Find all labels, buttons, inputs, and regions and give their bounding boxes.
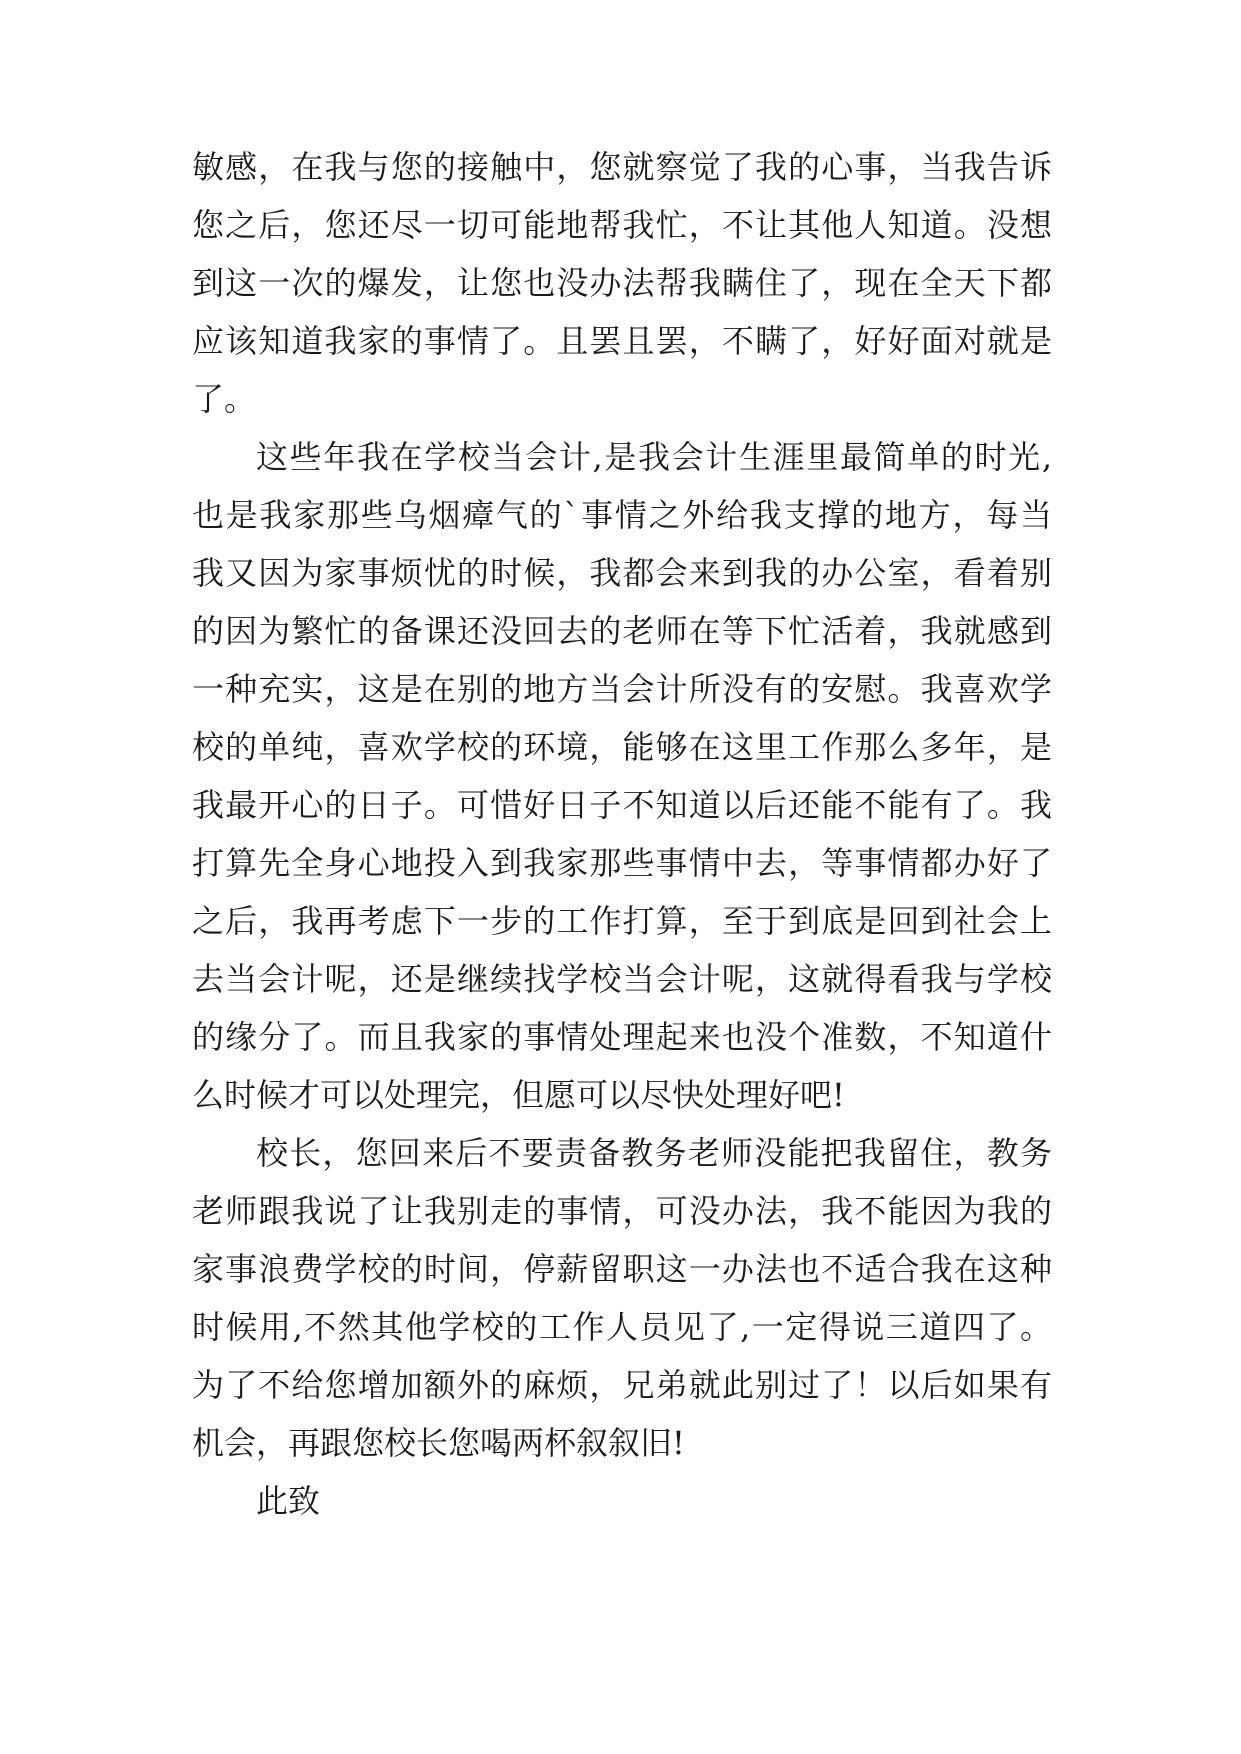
text-line: 机会，再跟您校长您喝两杯叙叙旧! bbox=[192, 1424, 685, 1462]
closing-salutation bbox=[192, 1472, 1052, 1530]
paragraph-2 bbox=[192, 428, 1052, 1124]
text-line: 校长，您回来后不要责备教务老师没能把我留住，教务 bbox=[256, 1134, 1052, 1172]
text-line: 一种充实，这是在别的地方当会计所没有的安慰。我喜欢学 bbox=[192, 670, 1052, 708]
text-line: 了。 bbox=[192, 380, 257, 418]
text-line: 校的单纯，喜欢学校的环境，能够在这里工作那么多年，是 bbox=[192, 728, 1052, 766]
text-line: 我最开心的日子。可惜好日子不知道以后还能不能有了。我 bbox=[192, 786, 1052, 824]
paragraph-1 bbox=[192, 138, 1052, 428]
text-line: 的缘分了。而且我家的事情处理起来也没个准数，不知道什 bbox=[192, 1018, 1052, 1056]
text-line: 家事浪费学校的时间，停薪留职这一办法也不适合我在这种 bbox=[192, 1250, 1052, 1288]
letter-page bbox=[192, 138, 1052, 1530]
text-line: 去当会计呢，还是继续找学校当会计呢，这就得看我与学校 bbox=[192, 960, 1052, 998]
text-line: 为了不给您增加额外的麻烦，兄弟就此别过了！以后如果有 bbox=[192, 1366, 1052, 1404]
text-line: 之后，我再考虑下一步的工作打算，至于到底是回到社会上 bbox=[192, 902, 1052, 940]
text-line: 应该知道我家的事情了。且罢且罢，不瞒了，好好面对就是 bbox=[192, 322, 1052, 360]
text-line: 的因为繁忙的备课还没回去的老师在等下忙活着，我就感到 bbox=[192, 612, 1052, 650]
text-line: 您之后，您还尽一切可能地帮我忙，不让其他人知道。没想 bbox=[192, 206, 1052, 244]
text-line: 到这一次的爆发，让您也没办法帮我瞒住了，现在全天下都 bbox=[192, 264, 1052, 302]
text-line: 打算先全身心地投入到我家那些事情中去，等事情都办好了 bbox=[192, 844, 1052, 882]
text-line: 此致 bbox=[256, 1482, 321, 1520]
text-line: 老师跟我说了让我别走的事情，可没办法，我不能因为我的 bbox=[192, 1192, 1052, 1230]
text-line: 也是我家那些乌烟瘴气的`事情之外给我支撑的地方，每当 bbox=[192, 496, 1052, 534]
paragraph-3 bbox=[192, 1124, 1052, 1472]
text-line: 时候用,不然其他学校的工作人员见了,一定得说三道四了。 bbox=[192, 1308, 1052, 1346]
text-line: 这些年我在学校当会计,是我会计生涯里最简单的时光, bbox=[256, 438, 1052, 476]
text-line: 我又因为家事烦忧的时候，我都会来到我的办公室，看着别 bbox=[192, 554, 1052, 592]
text-line: 敏感，在我与您的接触中，您就察觉了我的心事，当我告诉 bbox=[192, 148, 1052, 186]
text-line: 么时候才可以处理完，但愿可以尽快处理好吧! bbox=[192, 1076, 845, 1114]
